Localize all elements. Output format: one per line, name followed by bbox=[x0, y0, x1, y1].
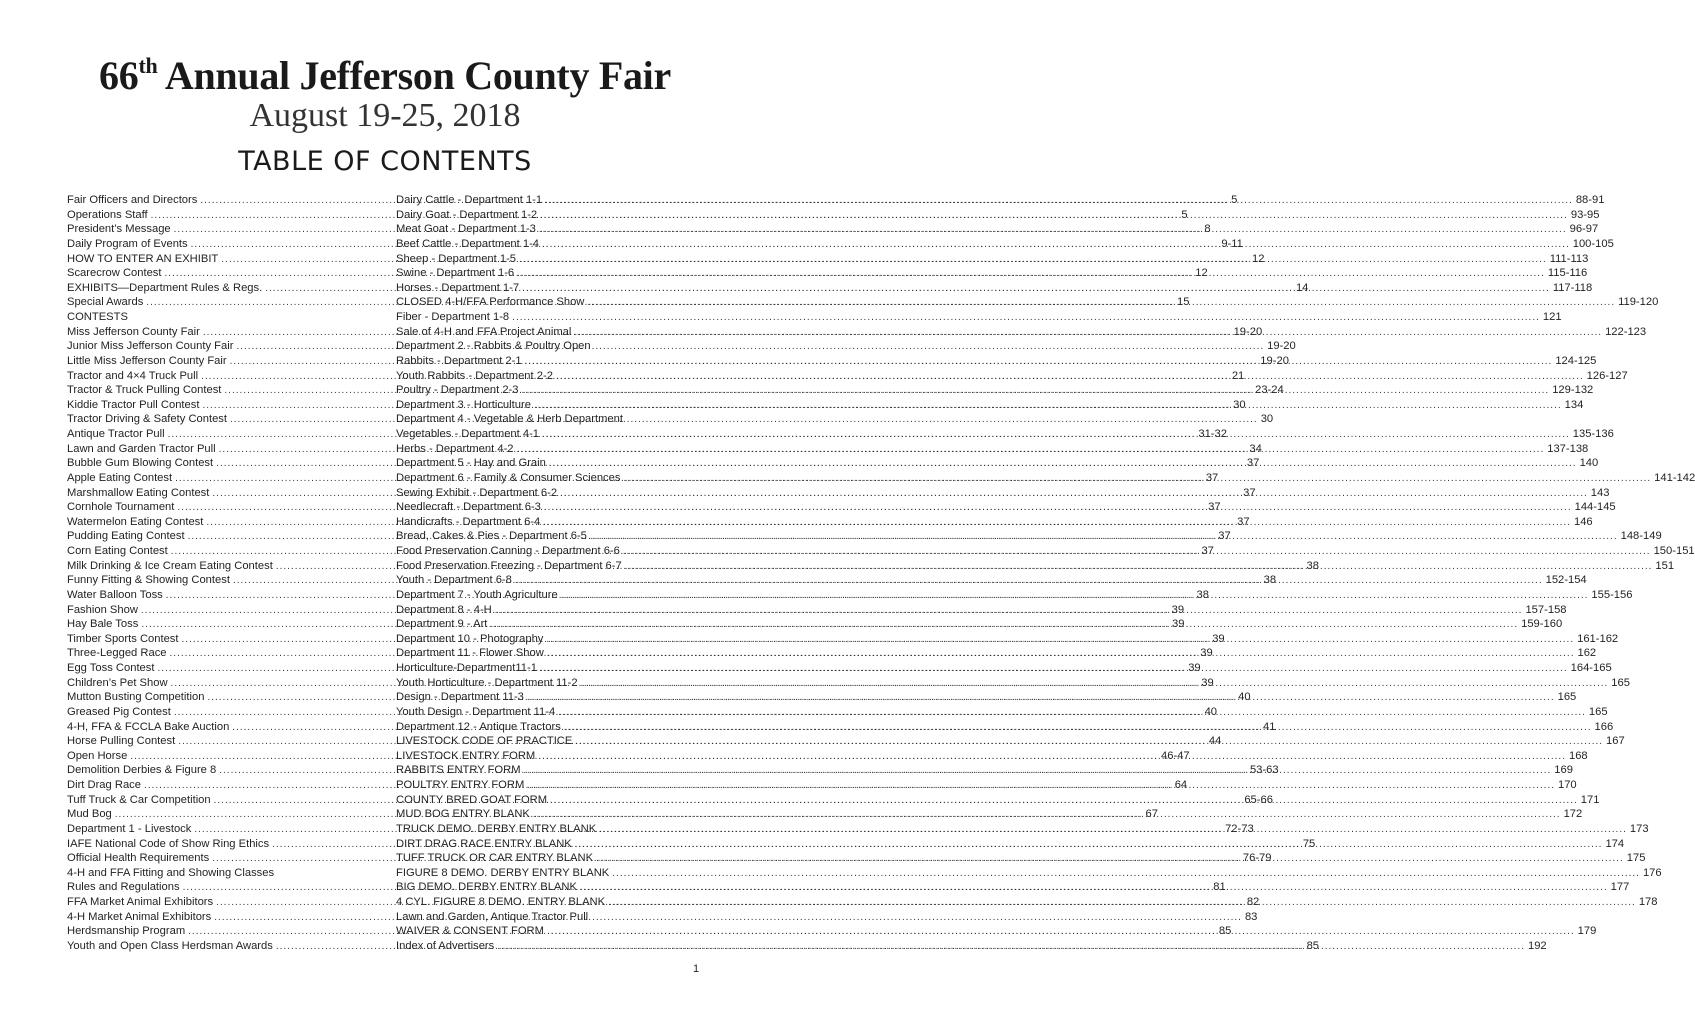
toc-entry-title: CONTESTS bbox=[67, 311, 128, 323]
toc-entry-title: Fiber - Department 1-8 bbox=[396, 311, 510, 323]
toc-entry-page: 85 bbox=[1218, 925, 1232, 938]
toc-entry-page: 115-116 bbox=[1547, 267, 1588, 280]
toc-entry-title: Youth - Department 6-8 bbox=[396, 574, 512, 587]
toc-entry-title: Three-Legged Race bbox=[67, 647, 167, 660]
toc-entry-title: Little Miss Jefferson County Fair bbox=[67, 354, 227, 367]
toc-entry-page: 21 bbox=[1231, 369, 1245, 382]
toc-entry-page: 40 bbox=[1238, 691, 1251, 704]
toc-entry-page: 39 bbox=[1188, 662, 1201, 674]
toc-entry-title: Greased Pig Contest bbox=[67, 705, 171, 718]
dot-leader bbox=[534, 399, 1562, 414]
toc-entry-title: Beef Cattle - Department 1-4 bbox=[396, 237, 540, 250]
toc-entry-page: 39 bbox=[1212, 632, 1225, 645]
toc-entry-title: Egg Toss Contest bbox=[67, 662, 155, 674]
toc-entry bbox=[396, 208, 1600, 223]
toc-entry-page: 134 bbox=[1564, 398, 1584, 411]
toc-entry-page: 38 bbox=[1263, 574, 1277, 587]
toc-entry-title: Needlecraft - Department 6-3 bbox=[396, 501, 541, 514]
toc-entry-page: 161-162 bbox=[1577, 632, 1619, 645]
toc-entry-title: Youth Horticulture - Department 11-2 bbox=[396, 676, 578, 689]
toc-entry-title: Department 12 - Antique Tractors bbox=[396, 720, 561, 733]
toc-entry-title: Kiddie Tractor Pull Contest bbox=[67, 398, 200, 411]
dot-leader bbox=[214, 911, 1242, 926]
dot-leader bbox=[522, 384, 1550, 399]
dot-leader bbox=[497, 940, 1525, 955]
toc-entry-page: 37 bbox=[1208, 501, 1221, 514]
toc-entry-page: 96-97 bbox=[1569, 223, 1599, 236]
toc-entry-page: 38 bbox=[1306, 559, 1319, 572]
dot-leader bbox=[517, 443, 1545, 458]
dot-leader bbox=[524, 764, 1552, 779]
toc-entry-title: Sale of 4-H and FFA Project Animal bbox=[396, 325, 572, 338]
toc-entry-page: 39 bbox=[1201, 676, 1214, 689]
toc-entry-page: 34 bbox=[1249, 442, 1262, 455]
toc-entry-page: 37 bbox=[1237, 515, 1250, 528]
toc-entry-page: 53-63 bbox=[1249, 764, 1279, 777]
toc-entry-page: 135-136 bbox=[1572, 428, 1614, 440]
fair-title bbox=[0, 52, 770, 100]
toc-entry-title: Food Preservation Freezing - Department 6-7 bbox=[396, 559, 622, 572]
dot-leader bbox=[547, 647, 1575, 662]
toc-entry-title: Department 3 - Horticulture bbox=[396, 398, 531, 411]
toc-entry-page: 93-95 bbox=[1570, 208, 1600, 221]
dot-leader bbox=[574, 326, 1602, 341]
toc-entry-title: Special Awards bbox=[67, 296, 144, 309]
toc-entry-title: Department 10 - Photography bbox=[396, 632, 544, 645]
toc-entry-page: 117-118 bbox=[1552, 281, 1593, 294]
fair-name: Annual Jefferson County Fair bbox=[157, 53, 671, 98]
toc-heading: TABLE OF CONTENTS bbox=[238, 146, 532, 177]
toc-entry-title: Horse Pulling Contest bbox=[67, 735, 176, 748]
toc-entry-title: Rules and Regulations bbox=[67, 881, 180, 894]
toc-entry-title: 4-H Market Animal Exhibitors bbox=[67, 910, 212, 923]
dot-leader bbox=[623, 545, 1651, 560]
dot-leader bbox=[522, 282, 1550, 297]
toc-entry-title: Marshmallow Eating Contest bbox=[67, 486, 210, 499]
toc-entry-page: 140 bbox=[1579, 457, 1599, 470]
toc-entry-page: 44 bbox=[1208, 735, 1222, 748]
dot-leader bbox=[556, 370, 1584, 385]
dot-leader bbox=[596, 852, 1624, 867]
toc-entry-title: Daily Program of Events bbox=[67, 237, 188, 250]
toc-entry-title: HOW TO ENTER AN EXHIBIT bbox=[67, 252, 219, 265]
toc-entry-title: Horses - Department 1-7 bbox=[396, 281, 520, 294]
toc-entry-title: Dairy Goat - Department 1-2 bbox=[396, 208, 538, 221]
toc-entry-title: Meat Goat - Department 1-3 bbox=[396, 223, 536, 236]
toc-entry-title: Lawn and Garden, Antique Tractor Pull bbox=[396, 910, 589, 923]
toc-entry-title: Department 8 - 4-H bbox=[396, 603, 492, 616]
toc-entry-page: 76-79 bbox=[1242, 852, 1272, 865]
toc-entry-page: 14 bbox=[1295, 281, 1309, 294]
toc-entry-page: 37 bbox=[1201, 545, 1214, 557]
toc-entry-page: 9-11 bbox=[1221, 237, 1243, 250]
dot-leader bbox=[230, 413, 1258, 428]
toc-entry-title: Apple Eating Contest bbox=[67, 471, 173, 484]
toc-entry-page: 165 bbox=[1588, 705, 1608, 718]
toc-entry-page: 67 bbox=[1145, 808, 1158, 821]
dot-leader bbox=[540, 209, 1568, 224]
dot-leader bbox=[540, 662, 1568, 677]
toc-entry-title: Sheep - Department 1-5 bbox=[396, 252, 517, 265]
toc-entry-title: CLOSED 4-H/FFA Performance Show bbox=[396, 296, 585, 309]
dot-leader bbox=[564, 721, 1592, 736]
dot-leader bbox=[538, 750, 1566, 765]
toc-entry-page: 37 bbox=[1243, 486, 1256, 499]
toc-entry-title: Tractor Driving & Safety Contest bbox=[67, 413, 227, 426]
toc-entry-title: TUFF TRUCK OR CAR ENTRY BLANK bbox=[396, 852, 594, 865]
toc-entry-page: 170 bbox=[1557, 779, 1577, 791]
toc-entry-title: Tuff Truck & Car Competition bbox=[67, 793, 211, 806]
toc-entry bbox=[67, 866, 375, 881]
toc-entry-page: 146 bbox=[1573, 515, 1593, 528]
toc-entry-page: 31-32 bbox=[1198, 428, 1227, 440]
toc-entry-title: Bread, Cakes & Pies - Department 6-5 bbox=[396, 530, 587, 543]
toc-entry-page: 164-165 bbox=[1570, 662, 1612, 674]
toc-entry-page: 162 bbox=[1577, 647, 1597, 660]
fair-dates: August 19-25, 2018 bbox=[249, 97, 521, 134]
toc-entry bbox=[396, 412, 703, 427]
toc-entry-page: 39 bbox=[1171, 603, 1185, 616]
toc-entry-page: 39 bbox=[1172, 618, 1185, 631]
toc-entry-page: 41 bbox=[1263, 720, 1276, 733]
toc-entry-page: 166 bbox=[1594, 720, 1614, 733]
toc-entry-page: 12 bbox=[1251, 252, 1265, 265]
toc-entry-title: FIGURE 8 DEMO. DERBY ENTRY BLANK bbox=[396, 866, 610, 879]
toc-entry-title: Youth Rabbits - Department 2-2 bbox=[396, 369, 553, 382]
toc-entry-title: Scarecrow Contest bbox=[67, 267, 162, 280]
toc-entry-title: Milk Drinking & Ice Cream Eating Contest bbox=[67, 559, 273, 572]
dot-leader bbox=[549, 457, 1577, 472]
toc-entry-title: Funny Fitting & Showing Contest bbox=[67, 574, 230, 587]
toc-entry-page: 165 bbox=[1557, 691, 1577, 704]
toc-entry-title: Fair Officers and Directors bbox=[67, 194, 198, 206]
dot-leader bbox=[543, 516, 1571, 531]
toc-entry-title: LIVESTOCK CODE OF PRACTICE bbox=[396, 735, 573, 748]
toc-entry-title: Department 9 - Art bbox=[396, 618, 488, 631]
toc-entry-title: Youth Design - Department 11-4 bbox=[396, 705, 556, 718]
toc-entry-page: 37 bbox=[1205, 471, 1219, 484]
toc-entry-title: COUNTY BRED GOAT FORM bbox=[396, 793, 548, 806]
toc-entry-page: 30 bbox=[1260, 413, 1274, 426]
toc-entry bbox=[396, 369, 1628, 384]
toc-entry-page: 122-123 bbox=[1605, 325, 1647, 338]
toc-entry-title: Design - Department 11-3 bbox=[396, 691, 524, 704]
toc-entry-page: 81 bbox=[1213, 881, 1226, 894]
toc-entry-page: 46-47 bbox=[1161, 749, 1190, 762]
dot-leader bbox=[512, 311, 1540, 326]
dot-leader bbox=[533, 808, 1561, 823]
toc-entry-title: Junior Miss Jefferson County Fair bbox=[67, 340, 234, 353]
toc-entry-page: 100-105 bbox=[1572, 237, 1614, 250]
toc-entry-page: 169 bbox=[1554, 764, 1573, 777]
toc-entry-title: Miss Jefferson County Fair bbox=[67, 325, 200, 338]
dot-leader bbox=[545, 194, 1573, 209]
toc-entry-page: 168 bbox=[1568, 749, 1588, 762]
toc-entry-page: 129-132 bbox=[1552, 384, 1594, 397]
dot-leader bbox=[546, 633, 1574, 648]
toc-entry-page: 19-20 bbox=[1260, 354, 1289, 367]
toc-entry-title: 4 CYL. FIGURE 8 DEMO. ENTRY BLANK bbox=[396, 896, 606, 908]
toc-entry-title: Rabbits - Department 2-1 bbox=[396, 354, 522, 367]
dot-leader bbox=[517, 267, 1545, 282]
toc-entry-page: 159-160 bbox=[1521, 618, 1563, 631]
toc-entry bbox=[396, 193, 1605, 208]
toc-entry-page: 39 bbox=[1200, 647, 1213, 660]
toc-entry-page: 143 bbox=[1590, 486, 1610, 499]
toc-entry-title: President’s Message bbox=[67, 223, 171, 236]
toc-entry-page: 38 bbox=[1196, 588, 1209, 601]
toc-entry-title: Corn Eating Contest bbox=[67, 545, 168, 557]
edition-number: 66 bbox=[99, 53, 139, 98]
toc-entry-page: 40 bbox=[1204, 705, 1218, 718]
toc-entry-page: 171 bbox=[1580, 793, 1600, 806]
toc-entry-title: Children’s Pet Show bbox=[67, 676, 168, 689]
toc-entry-page: 192 bbox=[1527, 939, 1547, 952]
toc-entry-title: Swine - Department 1-6 bbox=[396, 267, 515, 280]
dot-leader bbox=[608, 896, 1636, 911]
toc-entry-page: 72-73 bbox=[1225, 822, 1254, 835]
toc-entry-page: 5 bbox=[1231, 194, 1238, 206]
dot-leader bbox=[544, 501, 1572, 516]
dot-leader bbox=[490, 618, 1518, 633]
dot-leader bbox=[625, 560, 1653, 575]
toc-entry-title: Bubble Gum Blowing Contest bbox=[67, 457, 214, 470]
toc-entry-page: 75 bbox=[1302, 837, 1316, 850]
toc-entry-page: 176 bbox=[1642, 866, 1662, 879]
dot-leader bbox=[587, 296, 1615, 311]
toc-entry-page: 65-66 bbox=[1244, 793, 1273, 806]
toc-entry-title: Official Health Requirements bbox=[67, 852, 210, 865]
toc-entry-page: 64 bbox=[1174, 779, 1188, 791]
toc-entry-page: 119-120 bbox=[1618, 296, 1659, 309]
toc-entry-title: Operations Staff bbox=[67, 208, 148, 221]
toc-entry-title: Timber Sports Contest bbox=[67, 632, 179, 645]
toc-entry-page: 5 bbox=[1181, 208, 1188, 221]
toc-entry bbox=[396, 866, 1662, 881]
toc-entry-page: 177 bbox=[1610, 881, 1630, 894]
toc-entry-page: 150-151 bbox=[1653, 545, 1695, 557]
toc-entry-title: Department 2 - Rabbits & Poultry Open bbox=[396, 340, 591, 353]
toc-entry-title: Antique Tractor Pull bbox=[67, 428, 165, 440]
dot-leader bbox=[542, 428, 1570, 443]
toc-entry-page: 15 bbox=[1177, 296, 1190, 309]
page-number: 1 bbox=[693, 963, 700, 975]
toc-entry-title: Mutton Busting Competition bbox=[67, 691, 205, 704]
dot-leader bbox=[515, 574, 1543, 589]
toc-entry-page: 12 bbox=[1195, 267, 1208, 280]
dot-leader bbox=[558, 706, 1586, 721]
toc-entry-title: LIVESTOCK ENTRY FORM bbox=[396, 749, 536, 762]
dot-leader bbox=[575, 838, 1603, 853]
toc-entry-page: 178 bbox=[1638, 896, 1658, 908]
toc-entry bbox=[396, 310, 1562, 325]
toc-entry-title: Department 11 - Flower Show bbox=[396, 647, 544, 660]
dot-leader bbox=[547, 925, 1575, 940]
toc-entry-page: 82 bbox=[1246, 896, 1260, 908]
toc-entry-title: EXHIBITS—Department Rules & Regs. bbox=[67, 281, 263, 294]
toc-entry-title: Handicrafts - Department 6-4 bbox=[396, 515, 541, 528]
dot-leader bbox=[580, 881, 1608, 896]
toc-entry-title: Cornhole Tournament bbox=[67, 501, 175, 514]
toc-entry-page: 121 bbox=[1542, 311, 1562, 323]
toc-entry-title: Pudding Eating Contest bbox=[67, 530, 185, 543]
toc-entry-title: POULTRY ENTRY FORM bbox=[396, 779, 525, 791]
edition-ordinal: th bbox=[138, 53, 158, 78]
dot-leader bbox=[590, 530, 1618, 545]
toc-entry-title: Herdsmanship Program bbox=[67, 925, 186, 938]
toc-entry-page: 23-24 bbox=[1255, 384, 1284, 397]
toc-entry-title: IAFE National Code of Show Ring Ethics bbox=[67, 837, 270, 850]
toc-entry-title: Lawn and Garden Tractor Pull bbox=[67, 442, 216, 455]
toc-entry-page: 165 bbox=[1611, 676, 1630, 689]
toc-entry-page: 144-145 bbox=[1574, 501, 1616, 514]
toc-entry-title: Tractor and 4×4 Truck Pull bbox=[67, 369, 199, 382]
dot-leader bbox=[581, 677, 1609, 692]
toc-entry-page: 175 bbox=[1626, 852, 1646, 865]
toc-entry bbox=[396, 222, 1599, 237]
dot-leader bbox=[560, 487, 1588, 502]
toc-entry-page: 126-127 bbox=[1586, 369, 1628, 382]
toc-entry-page: 157-158 bbox=[1525, 603, 1567, 616]
toc-entry-page: 148-149 bbox=[1620, 530, 1662, 543]
toc-entry bbox=[396, 339, 703, 354]
toc-entry-page: 111-113 bbox=[1549, 252, 1589, 265]
dot-leader bbox=[495, 604, 1523, 619]
dot-leader bbox=[519, 253, 1547, 268]
toc-entry-page: 151 bbox=[1655, 559, 1675, 572]
dot-leader bbox=[623, 472, 1651, 487]
dot-leader bbox=[550, 794, 1578, 809]
toc-entry-title: Dirt Drag Race bbox=[67, 779, 141, 791]
dot-leader bbox=[236, 340, 1264, 355]
dot-leader bbox=[575, 735, 1603, 750]
toc-entry-title: TRUCK DEMO. DERBY ENTRY BLANK bbox=[396, 822, 597, 835]
toc-entry-page: 8 bbox=[1204, 223, 1211, 236]
toc-entry-title: Poultry - Department 2-3 bbox=[396, 384, 519, 397]
toc-entry-title: MUD BOG ENTRY BLANK bbox=[396, 808, 530, 821]
toc-entry-page: 167 bbox=[1606, 735, 1625, 748]
dot-leader bbox=[599, 823, 1627, 838]
toc-entry-title: Department 6 - Family & Consumer Sciences bbox=[396, 471, 621, 484]
toc-entry-page: 174 bbox=[1605, 837, 1625, 850]
toc-entry-title: Demolition Derbies & Figure 8 bbox=[67, 764, 217, 777]
toc-entry-title: Department 7 - Youth Agriculture bbox=[396, 588, 558, 601]
toc-entry-page: 85 bbox=[1306, 939, 1320, 952]
toc-entry-page: 124-125 bbox=[1555, 354, 1597, 367]
dot-leader bbox=[527, 779, 1555, 794]
toc-entry-title: Index of Advertisers bbox=[396, 939, 495, 952]
toc-entry-title: Youth and Open Class Herdsman Awards bbox=[67, 939, 273, 952]
toc-entry-page: 141-142 bbox=[1654, 471, 1695, 484]
toc-entry-page: 83 bbox=[1244, 910, 1258, 923]
toc-entry-page: 30 bbox=[1233, 398, 1246, 411]
toc-entry-page: 37 bbox=[1218, 530, 1231, 543]
toc-entry-title: Vegetables - Department 4-1 bbox=[396, 428, 540, 440]
dot-leader bbox=[527, 691, 1555, 706]
dot-leader bbox=[612, 867, 1640, 882]
toc-entry-page: 179 bbox=[1577, 925, 1597, 938]
toc-entry bbox=[67, 310, 375, 325]
toc-entry-title: Horticulture-Department11-1 bbox=[396, 662, 537, 674]
toc-entry-title: FFA Market Animal Exhibitors bbox=[67, 896, 214, 908]
toc-entry-page: 137-138 bbox=[1547, 442, 1589, 455]
toc-entry-title: Department 1 - Livestock bbox=[67, 822, 192, 835]
toc-entry-page: 88-91 bbox=[1575, 194, 1605, 206]
toc-entry-title: Department 5 - Hay and Grain bbox=[396, 457, 546, 470]
toc-entry-title: WAIVER & CONSENT FORM bbox=[396, 925, 544, 938]
toc-entry-page: 173 bbox=[1629, 822, 1649, 835]
toc-entry-page: 19-20 bbox=[1233, 325, 1263, 338]
toc-entry-title: Department 4 - Vegetable & Herb Department bbox=[396, 413, 623, 426]
dot-leader bbox=[561, 589, 1589, 604]
toc-entry-title: Tractor & Truck Pulling Contest bbox=[67, 384, 222, 397]
toc-entry-page: 152-154 bbox=[1545, 574, 1587, 587]
toc-entry-title: RABBITS ENTRY FORM bbox=[396, 764, 521, 777]
dot-leader bbox=[542, 238, 1570, 253]
toc-entry bbox=[396, 910, 703, 925]
toc-entry-title: Mud Bog bbox=[67, 808, 112, 821]
toc-entry-page: 172 bbox=[1563, 808, 1583, 821]
toc-entry-title: Herbs - Department 4-2 bbox=[396, 442, 514, 455]
toc-entry-title: Food Preservation Canning - Department 6-6 bbox=[396, 545, 620, 557]
toc-entry-page: 155-156 bbox=[1591, 588, 1633, 601]
toc-entry-title: Open Horse bbox=[67, 749, 128, 762]
toc-entry-title: 4-H, FFA & FCCLA Bake Auction bbox=[67, 720, 230, 733]
toc-entry-title: Sewing Exhibit - Department 6-2 bbox=[396, 486, 558, 499]
toc-entry-page: 37 bbox=[1246, 457, 1260, 470]
toc-entry-title: Dairy Cattle - Department 1-1 bbox=[396, 194, 543, 206]
toc-entry-title: DIRT DRAG RACE ENTRY BLANK bbox=[396, 837, 572, 850]
toc-entry-title: Watermelon Eating Contest bbox=[67, 515, 204, 528]
toc-entry-title: Water Balloon Toss bbox=[67, 588, 163, 601]
dot-leader bbox=[525, 355, 1553, 370]
toc-entry-title: 4-H and FFA Fitting and Showing Classes bbox=[67, 866, 275, 879]
dot-leader bbox=[539, 223, 1567, 238]
toc-entry-title: Fashion Show bbox=[67, 603, 138, 616]
toc-entry-page: 19-20 bbox=[1267, 340, 1296, 353]
toc-entry-title: Hay Bale Toss bbox=[67, 618, 139, 631]
toc-entry-title: BIG DEMO. DERBY ENTRY BLANK bbox=[396, 881, 577, 894]
